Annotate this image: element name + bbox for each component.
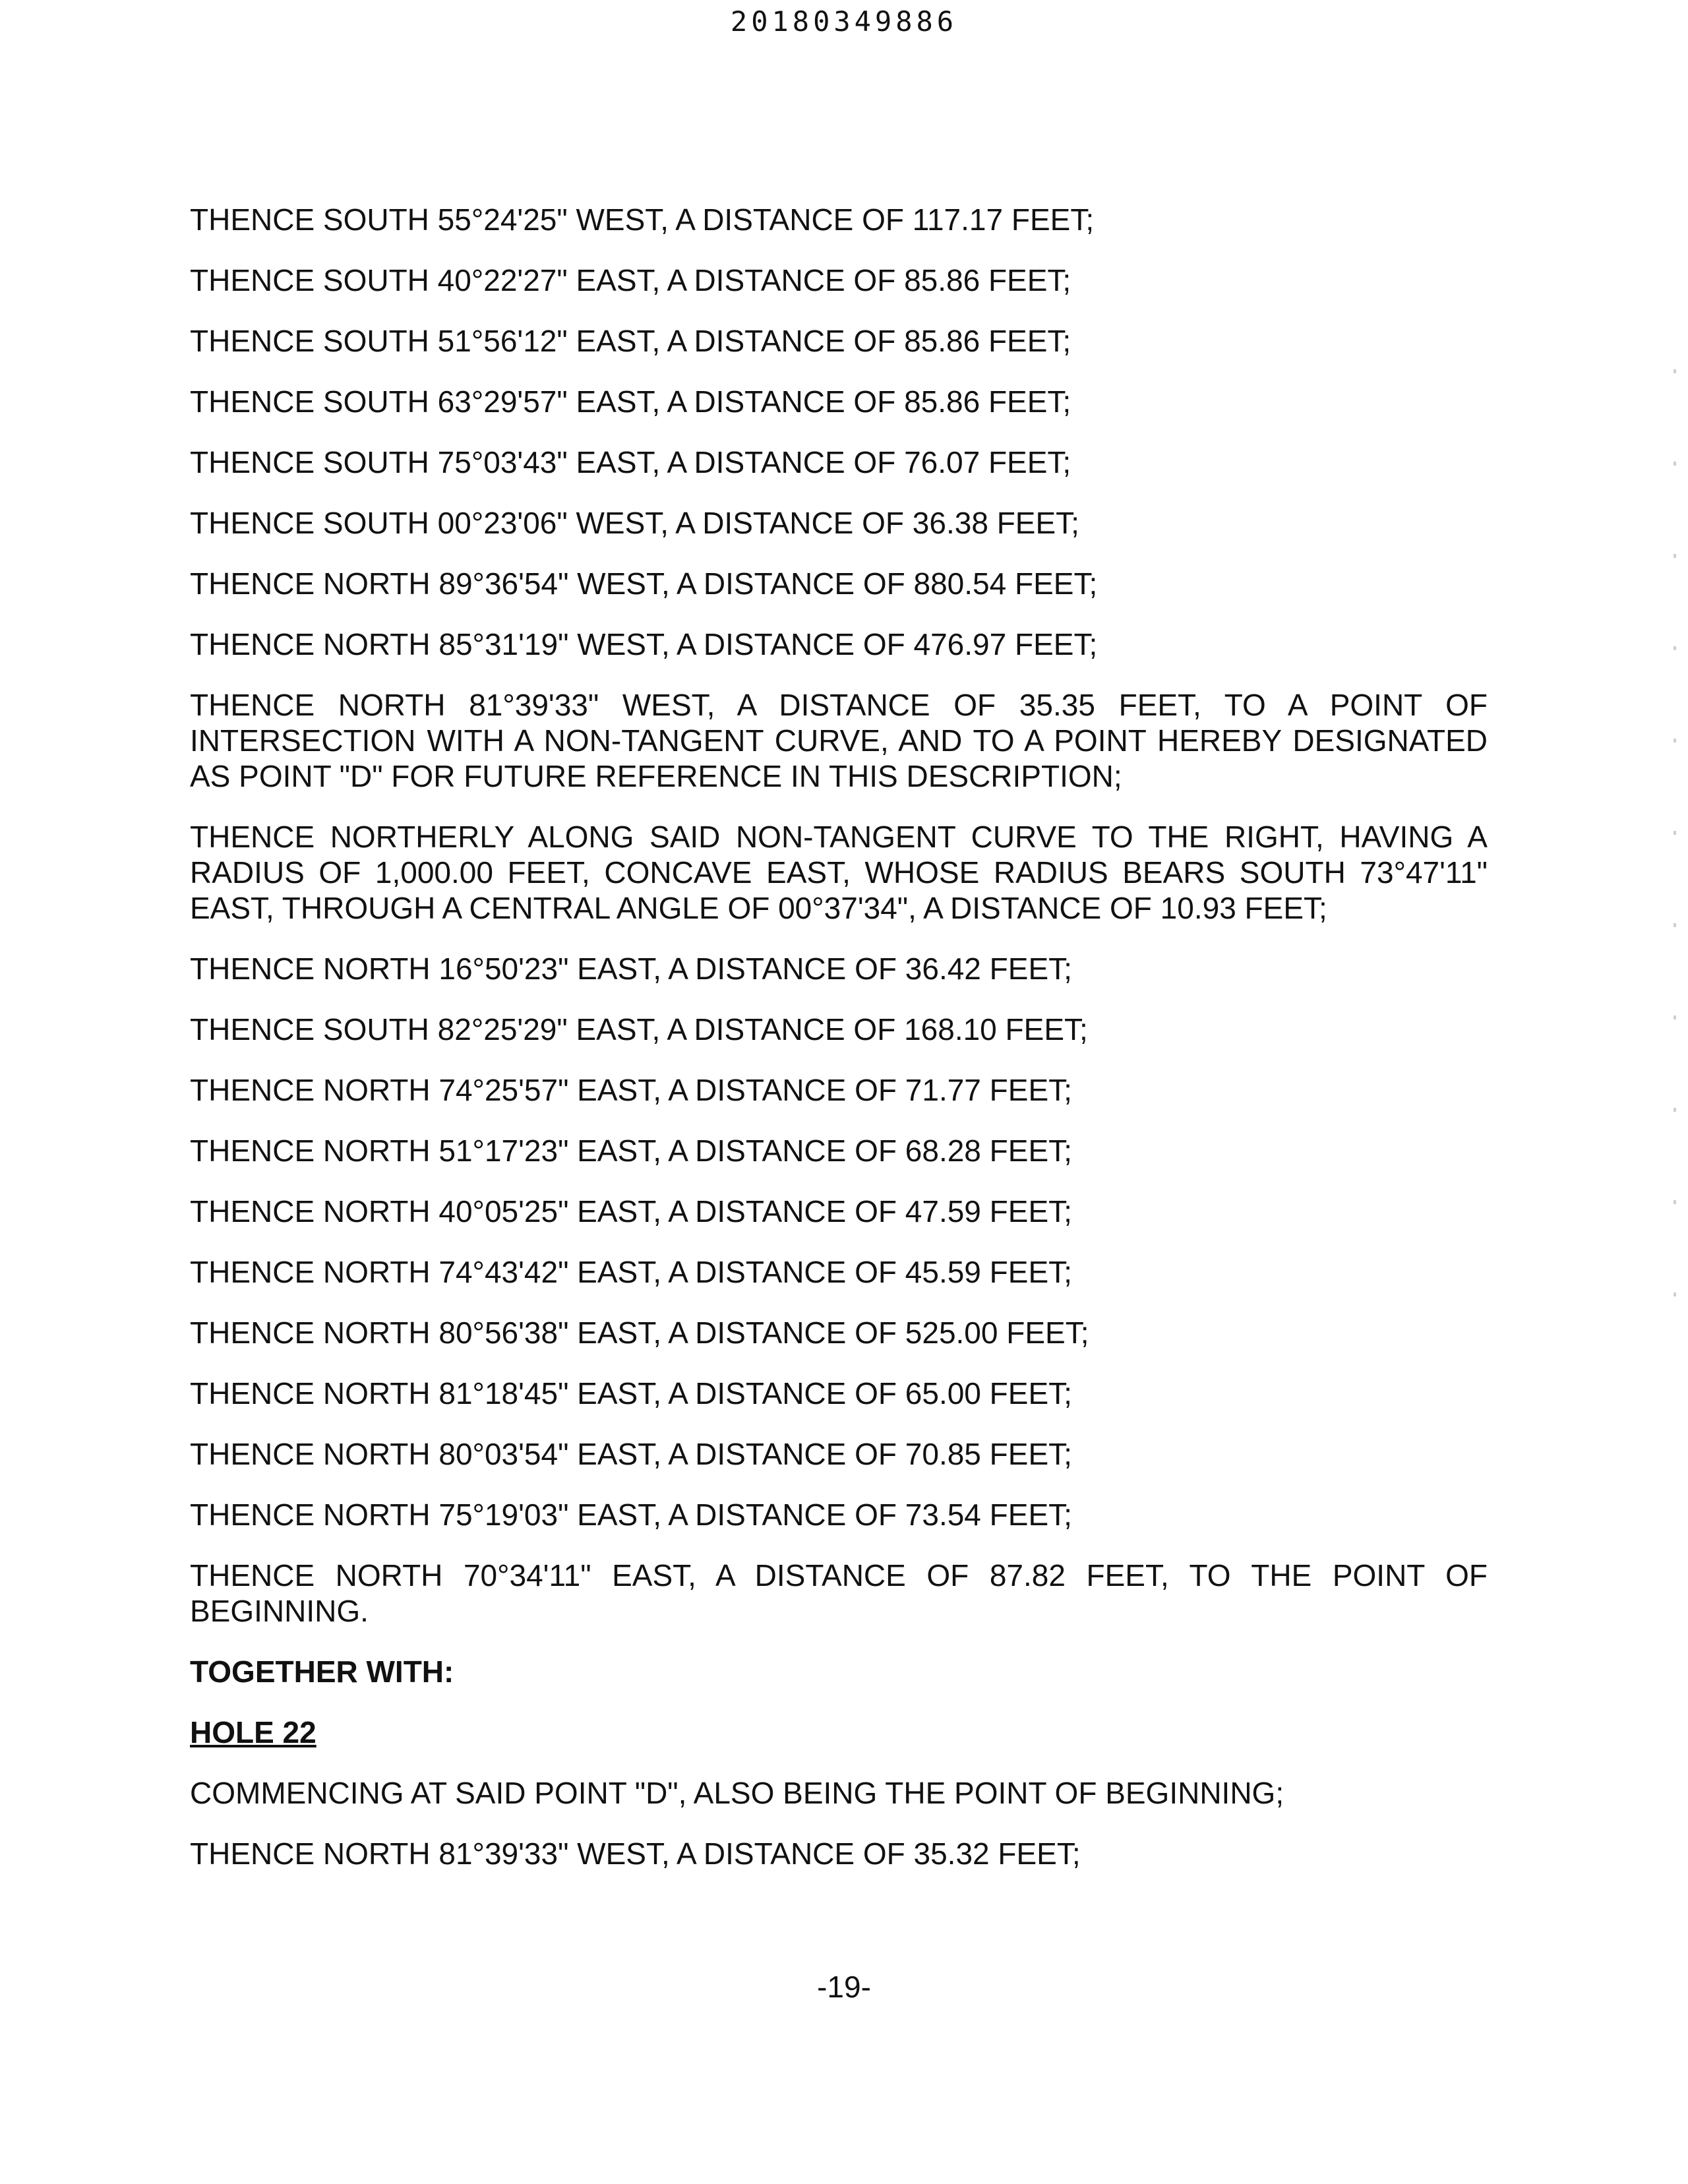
course-paragraph: THENCE SOUTH 82°25'29" EAST, A DISTANCE OF 168.10 FEET; [190,1012,1088,1046]
course-paragraph: THENCE NORTH 89°36'54" WEST, A DISTANCE OF 880.54 FEET; [190,566,1098,601]
course-paragraph: THENCE NORTH 16°50'23" EAST, A DISTANCE OF 36.42 FEET; [190,952,1072,986]
course-paragraph: THENCE NORTH 75°19'03" EAST, A DISTANCE OF 73.54 FEET; [190,1498,1072,1532]
course-paragraph: THENCE NORTH 85°31'19" WEST, A DISTANCE OF 476.97 FEET; [190,627,1098,661]
together-with-heading: TOGETHER WITH: [190,1654,454,1689]
curve-paragraph: THENCE NORTHERLY ALONG SAID NON-TANGENT CURVE TO THE RIGHT, HAVING A RADIUS OF 1,000.00 FEET, CONCAVE EAST, WHOSE RADIUS BEARS SOUTH 73°47'11" EAST, THROUGH A CENTRAL ANGLE OF 00°37'34", A DISTANCE OF 10.93 FEET; [190,820,1488,925]
course-paragraph: THENCE SOUTH 40°22'27" EAST, A DISTANCE OF 85.86 FEET; [190,263,1071,297]
course-paragraph: THENCE SOUTH 55°24'25" WEST, A DISTANCE OF 117.17 FEET; [190,202,1095,237]
course-paragraph: THENCE SOUTH 51°56'12" EAST, A DISTANCE OF 85.86 FEET; [190,324,1071,358]
scan-margin-marks [1673,330,1676,1385]
course-paragraph: THENCE NORTH 74°25'57" EAST, A DISTANCE OF 71.77 FEET; [190,1073,1072,1107]
course-paragraph: THENCE NORTH 81°39'33" WEST, A DISTANCE OF 35.32 FEET; [190,1836,1081,1871]
course-paragraph: THENCE SOUTH 75°03'43" EAST, A DISTANCE OF 76.07 FEET; [190,445,1071,479]
course-paragraph: THENCE SOUTH 00°23'06" WEST, A DISTANCE OF 36.38 FEET; [190,506,1079,540]
course-paragraph-point-d: THENCE NORTH 81°39'33" WEST, A DISTANCE OF 35.35 FEET, TO A POINT OF INTERSECTION WITH A NON-TANGENT CURVE, AND TO A POINT HEREBY DESIGNATED AS POINT "D" FOR FUTURE REFERENCE IN THIS DESCRIPTION; [190,688,1488,793]
course-paragraph: THENCE NORTH 80°03'54" EAST, A DISTANCE OF 70.85 FEET; [190,1437,1072,1471]
course-paragraph: THENCE NORTH 51°17'23" EAST, A DISTANCE OF 68.28 FEET; [190,1134,1072,1168]
course-paragraph: THENCE NORTH 74°43'42" EAST, A DISTANCE OF 45.59 FEET; [190,1255,1072,1289]
document-number: 20180349886 [730,5,958,38]
course-paragraph: THENCE NORTH 81°18'45" EAST, A DISTANCE OF 65.00 FEET; [190,1376,1072,1410]
page-number: -19- [817,1970,871,2004]
course-paragraph: THENCE NORTH 80°56'38" EAST, A DISTANCE OF 525.00 FEET; [190,1316,1089,1350]
commencing-paragraph: COMMENCING AT SAID POINT "D", ALSO BEING THE POINT OF BEGINNING; [190,1776,1284,1810]
hole-heading: HOLE 22 [190,1715,316,1749]
legal-description-body [190,202,1488,1896]
closing-course-paragraph: THENCE NORTH 70°34'11" EAST, A DISTANCE OF 87.82 FEET, TO THE POINT OF BEGINNING. [190,1558,1488,1628]
course-paragraph: THENCE SOUTH 63°29'57" EAST, A DISTANCE OF 85.86 FEET; [190,384,1071,419]
course-paragraph: THENCE NORTH 40°05'25" EAST, A DISTANCE OF 47.59 FEET; [190,1194,1072,1228]
